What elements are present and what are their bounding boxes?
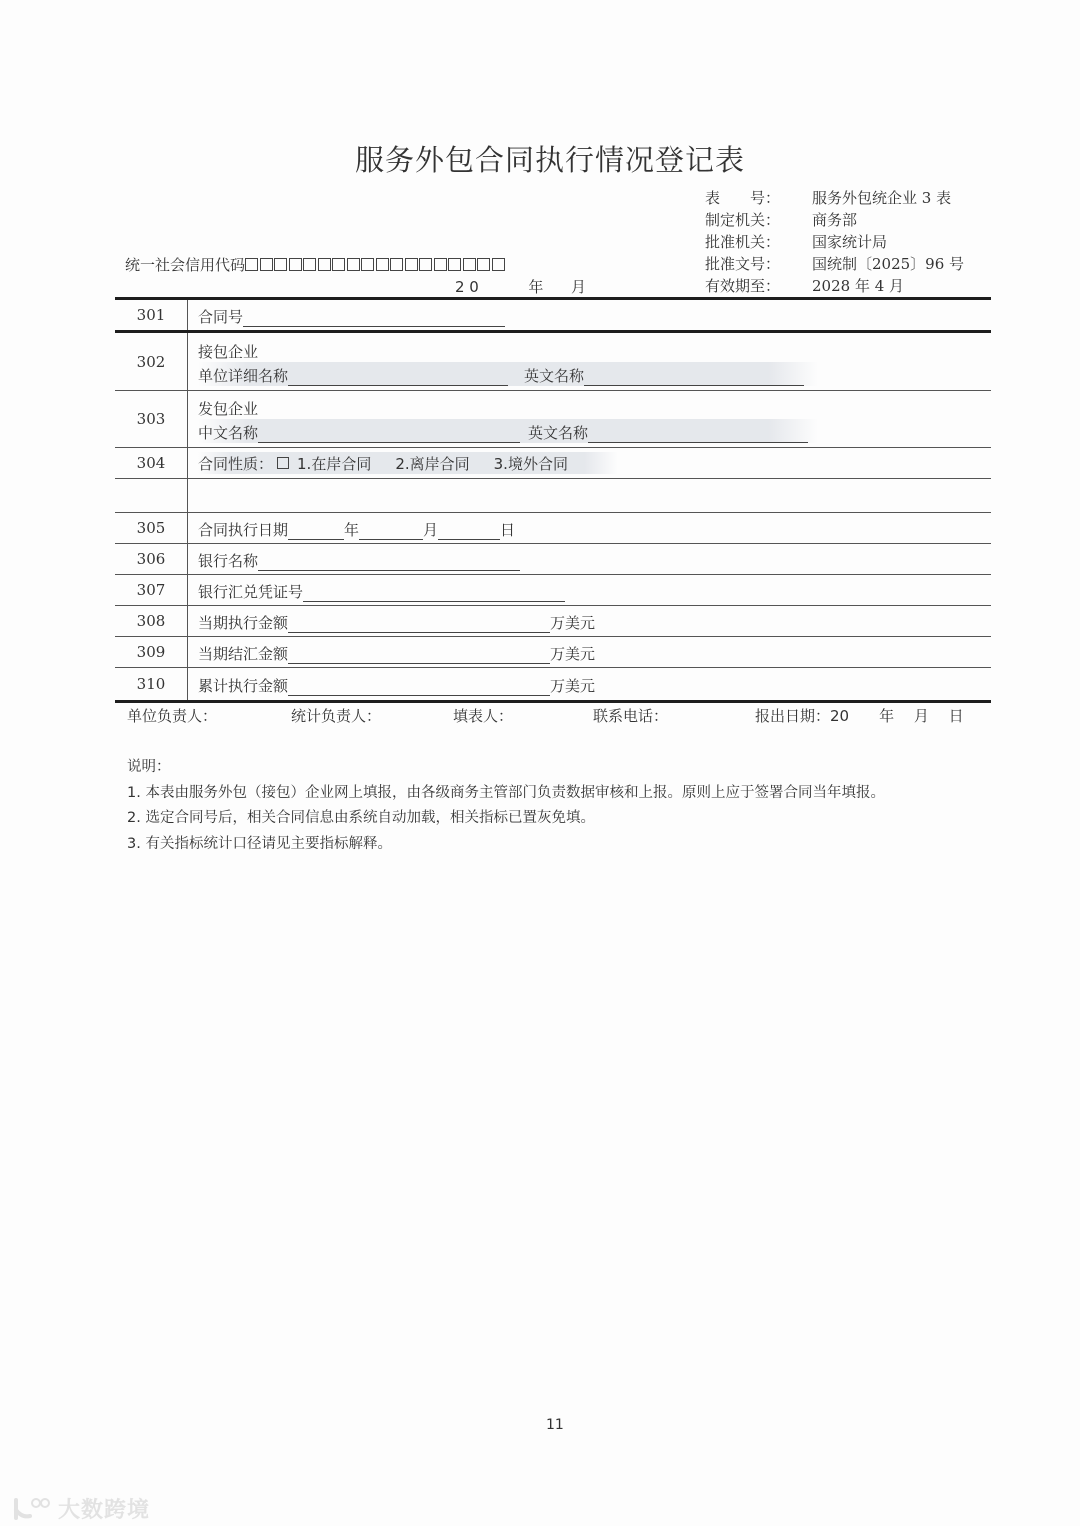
row-number: 304	[115, 448, 188, 478]
current-execution-line	[198, 609, 991, 633]
bottom-rule	[115, 700, 991, 703]
row-content	[188, 448, 991, 478]
code-box[interactable]	[347, 258, 360, 271]
month-label: 月	[423, 521, 439, 539]
contractor-name-label: 单位详细名称	[198, 366, 289, 385]
contractor-heading-line	[198, 338, 991, 362]
code-box[interactable]	[260, 258, 273, 271]
contract-number-input[interactable]	[243, 309, 505, 327]
execution-year-input[interactable]	[288, 522, 344, 540]
code-box[interactable]	[318, 258, 331, 271]
meta-value: 国统制〔2025〕96 号	[812, 255, 965, 273]
document-title: 服务外包合同执行情况登记表	[354, 143, 745, 177]
unit-label: 万美元	[550, 645, 596, 663]
cumulative-execution-input[interactable]	[288, 678, 550, 696]
contractor-name-line	[198, 362, 818, 386]
form-metadata	[705, 187, 964, 297]
meta-valid-until	[705, 275, 964, 297]
period-year: 年	[528, 278, 544, 296]
client-english-label: 英文名称	[528, 424, 589, 442]
unit-label: 万美元	[550, 614, 596, 632]
row-content	[188, 575, 991, 605]
row-number: 307	[115, 575, 188, 605]
execution-month-input[interactable]	[359, 522, 423, 540]
period-month: 月	[571, 278, 587, 296]
option-onshore: 1.在岸合同	[297, 454, 372, 473]
note-item: 3. 有关指标统计口径请见主要指标解释。	[127, 835, 392, 852]
row-number: 301	[115, 300, 188, 330]
row-302	[115, 333, 991, 391]
cumulative-execution-line	[198, 672, 991, 696]
meta-label: 有效期至：	[705, 277, 781, 295]
row-content	[188, 606, 991, 636]
bank-name-input[interactable]	[258, 553, 520, 571]
client-heading-line	[198, 395, 991, 419]
row-number: 302	[115, 333, 188, 390]
period-prefix: 2 0	[455, 278, 479, 296]
current-execution-label: 当期执行金额	[198, 614, 289, 632]
row-content	[188, 333, 991, 390]
bank-name-label: 银行名称	[198, 552, 259, 570]
row-number: 310	[115, 668, 188, 700]
credit-code-field	[125, 254, 506, 275]
row-309	[115, 637, 991, 668]
row-306	[115, 544, 991, 575]
contractor-english-input[interactable]	[584, 368, 804, 386]
contract-type-line	[198, 452, 618, 474]
row-number: 305	[115, 513, 188, 543]
option-offshore: 2.离岸合同	[395, 454, 470, 473]
meta-value: 2028 年 4 月	[812, 277, 905, 295]
note-item: 2. 选定合同号后，相关合同信息由系统自动加载，相关指标已置灰免填。	[127, 810, 595, 826]
row-310	[115, 668, 991, 700]
filler-label: 填表人：	[453, 707, 514, 725]
row-301	[115, 300, 991, 330]
watermark-logo-icon	[12, 1496, 52, 1522]
watermark	[12, 1493, 150, 1524]
meta-form-number	[705, 187, 964, 209]
row-content	[188, 637, 991, 667]
execution-date-line	[198, 516, 991, 540]
meta-value: 国家统计局	[812, 233, 888, 251]
row-305	[115, 513, 991, 544]
code-box[interactable]	[289, 258, 302, 271]
code-box[interactable]	[405, 258, 418, 271]
note-item: 1. 本表由服务外包（接包）企业网上填报，由各级商务主管部门负责数据审核和上报。原则上应于签署合同当年填报。	[127, 784, 885, 801]
client-chinese-input[interactable]	[258, 425, 520, 443]
client-heading: 发包企业	[198, 400, 259, 418]
code-box[interactable]	[492, 258, 505, 271]
phone-label: 联系电话：	[593, 707, 669, 725]
contract-type-checkbox[interactable]	[277, 457, 289, 469]
code-box[interactable]	[448, 258, 461, 271]
meta-label: 制定机关：	[705, 211, 781, 229]
registration-form	[115, 297, 991, 703]
client-english-input[interactable]	[588, 425, 808, 443]
unit-label: 万美元	[550, 677, 596, 695]
meta-issuing-authority	[705, 209, 964, 231]
contractor-heading: 接包企业	[198, 342, 259, 361]
row-number: 303	[115, 391, 188, 447]
meta-value: 服务外包统企业 3 表	[812, 189, 952, 207]
contractor-english-label: 英文名称	[524, 366, 585, 385]
meta-label: 批准机关：	[705, 233, 781, 251]
watermark-text: 大数跨境	[58, 1498, 151, 1523]
row-content	[188, 544, 991, 574]
row-number: 309	[115, 637, 188, 667]
row-empty	[115, 479, 991, 513]
client-name-line	[198, 419, 818, 443]
year-label: 年	[344, 521, 360, 539]
credit-code-label: 统一社会信用代码	[125, 256, 246, 274]
option-overseas: 3.境外合同	[493, 454, 568, 473]
meta-approving-authority	[705, 231, 964, 253]
code-box[interactable]	[390, 258, 403, 271]
cumulative-execution-label: 累计执行金额	[198, 677, 289, 695]
code-box[interactable]	[332, 258, 345, 271]
bank-name-line	[198, 547, 991, 571]
row-content	[188, 300, 991, 330]
row-304	[115, 448, 991, 479]
code-box[interactable]	[463, 258, 476, 271]
meta-value: 商务部	[812, 211, 858, 229]
report-date-label: 报出日期：20 年 月 日	[755, 707, 964, 725]
current-settlement-label: 当期结汇金额	[198, 645, 289, 663]
code-box[interactable]	[361, 258, 374, 271]
row-number	[115, 479, 188, 512]
notes-section	[127, 755, 885, 857]
row-content	[188, 479, 991, 512]
code-box[interactable]	[303, 258, 316, 271]
meta-label: 表 号：	[705, 189, 781, 207]
contract-number-line	[198, 303, 991, 327]
stats-head-label: 统计负责人：	[291, 707, 382, 725]
credit-code-boxes[interactable]	[245, 256, 506, 274]
contractor-name-input[interactable]	[288, 368, 508, 386]
contract-type-label: 合同性质：	[198, 454, 274, 473]
current-execution-input[interactable]	[288, 615, 550, 633]
meta-approval-number	[705, 253, 964, 275]
row-number: 306	[115, 544, 188, 574]
current-settlement-line	[198, 640, 991, 664]
row-number: 308	[115, 606, 188, 636]
code-box[interactable]	[477, 258, 490, 271]
meta-label: 批准文号：	[705, 255, 781, 273]
code-box[interactable]	[419, 258, 432, 271]
current-settlement-input[interactable]	[288, 646, 550, 664]
contract-number-label: 合同号	[198, 308, 244, 326]
row-content	[188, 668, 991, 700]
remittance-voucher-line	[198, 578, 991, 602]
remittance-voucher-label: 银行汇兑凭证号	[198, 583, 304, 601]
row-308	[115, 606, 991, 637]
client-chinese-label: 中文名称	[198, 424, 259, 442]
execution-date-label: 合同执行日期	[198, 521, 289, 539]
notes-heading: 说明：	[127, 759, 171, 775]
code-box[interactable]	[376, 258, 389, 271]
code-box[interactable]	[245, 258, 258, 271]
row-303	[115, 391, 991, 448]
execution-day-input[interactable]	[438, 522, 500, 540]
code-box[interactable]	[434, 258, 447, 271]
row-content	[188, 513, 991, 543]
row-content	[188, 391, 991, 447]
row-307	[115, 575, 991, 606]
unit-head-label: 单位负责人：	[127, 707, 218, 725]
report-period	[455, 276, 586, 297]
day-label: 日	[500, 521, 516, 539]
remittance-voucher-input[interactable]	[303, 584, 565, 602]
page-number: 11	[546, 1417, 564, 1433]
code-box[interactable]	[274, 258, 287, 271]
